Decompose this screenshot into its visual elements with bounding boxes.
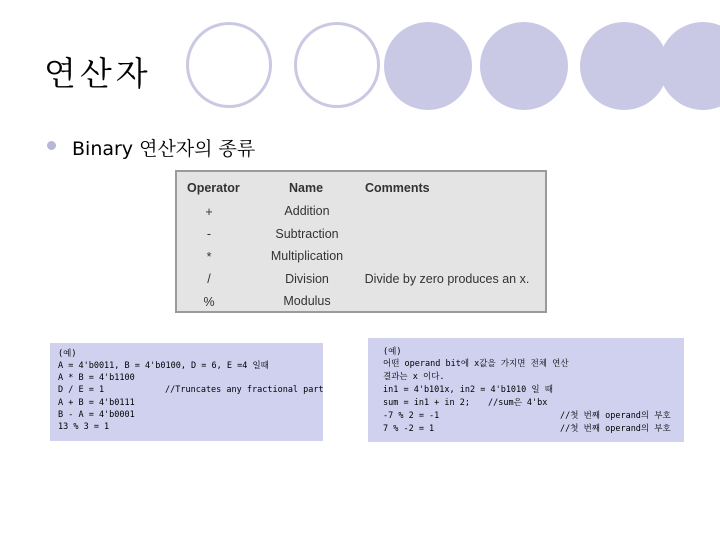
right-example-line: 어떤 operand bit에 x값을 가지면 전체 연산 bbox=[383, 359, 569, 369]
left-example-line: A + B = 4'b0111 bbox=[58, 398, 135, 408]
table-row-op: + bbox=[205, 205, 213, 219]
left-example-comment: //Truncates any fractional part bbox=[165, 385, 324, 395]
right-example-comment: //첫 번째 operand의 부호 bbox=[560, 424, 671, 434]
table-row-op: / bbox=[207, 272, 211, 286]
right-example-line: 결과는 x 이다. bbox=[383, 372, 445, 382]
right-example-box bbox=[368, 338, 684, 442]
slide-title: 연산자 bbox=[44, 54, 152, 93]
bullet-icon bbox=[47, 141, 56, 150]
right-example-comment: //sum은 4'bx bbox=[488, 398, 548, 408]
table-row-name: Modulus bbox=[283, 294, 331, 308]
right-example-line: (예) bbox=[383, 347, 402, 357]
table-row-name: Multiplication bbox=[270, 249, 344, 263]
left-example-line: D / E = 1 bbox=[58, 385, 105, 395]
table-row-name: Addition bbox=[284, 204, 330, 218]
right-example-line: in1 = 4'b101x, in2 = 4'b1010 일 때 bbox=[383, 385, 553, 395]
right-example-comment: //첫 번째 operand의 부호 bbox=[560, 411, 671, 421]
left-example-box bbox=[50, 343, 323, 441]
right-example-line: -7 % 2 = -1 bbox=[383, 411, 440, 421]
right-example-line: sum = in1 + in 2; bbox=[383, 398, 470, 408]
table-row-op: % bbox=[203, 295, 215, 309]
left-example-line: B - A = 4'b0001 bbox=[58, 410, 135, 420]
table-row-name: Subtraction bbox=[275, 227, 339, 241]
table-row-comment: Divide by zero produces an x. bbox=[364, 272, 530, 286]
left-example-line: 13 % 3 = 1 bbox=[58, 422, 110, 432]
table-row-op: * bbox=[206, 250, 212, 264]
subtitle: Binary 연산자의 종류 bbox=[72, 138, 256, 160]
table-header-name: Name bbox=[289, 181, 324, 195]
decor-circle-filled-3 bbox=[580, 22, 668, 110]
table-header-comments: Comments bbox=[365, 181, 430, 195]
decor-circle-filled-1 bbox=[384, 22, 472, 110]
decor-circle-outline-1 bbox=[186, 22, 272, 108]
operator-table bbox=[175, 170, 547, 313]
decor-circle-filled-2 bbox=[480, 22, 568, 110]
left-example-line: (예) bbox=[58, 349, 77, 359]
decor-circle-filled-4 bbox=[659, 22, 720, 110]
table-row-op: - bbox=[206, 227, 212, 241]
table-row-name: Division bbox=[285, 272, 329, 286]
left-example-line: A = 4'b0011, B = 4'b0100, D = 6, E =4 일때 bbox=[58, 361, 269, 371]
right-example-line: 7 % -2 = 1 bbox=[383, 424, 435, 434]
left-example-line: A * B = 4'b1100 bbox=[58, 373, 135, 383]
decor-circle-outline-2 bbox=[294, 22, 380, 108]
table-header-operator: Operator bbox=[187, 181, 240, 195]
